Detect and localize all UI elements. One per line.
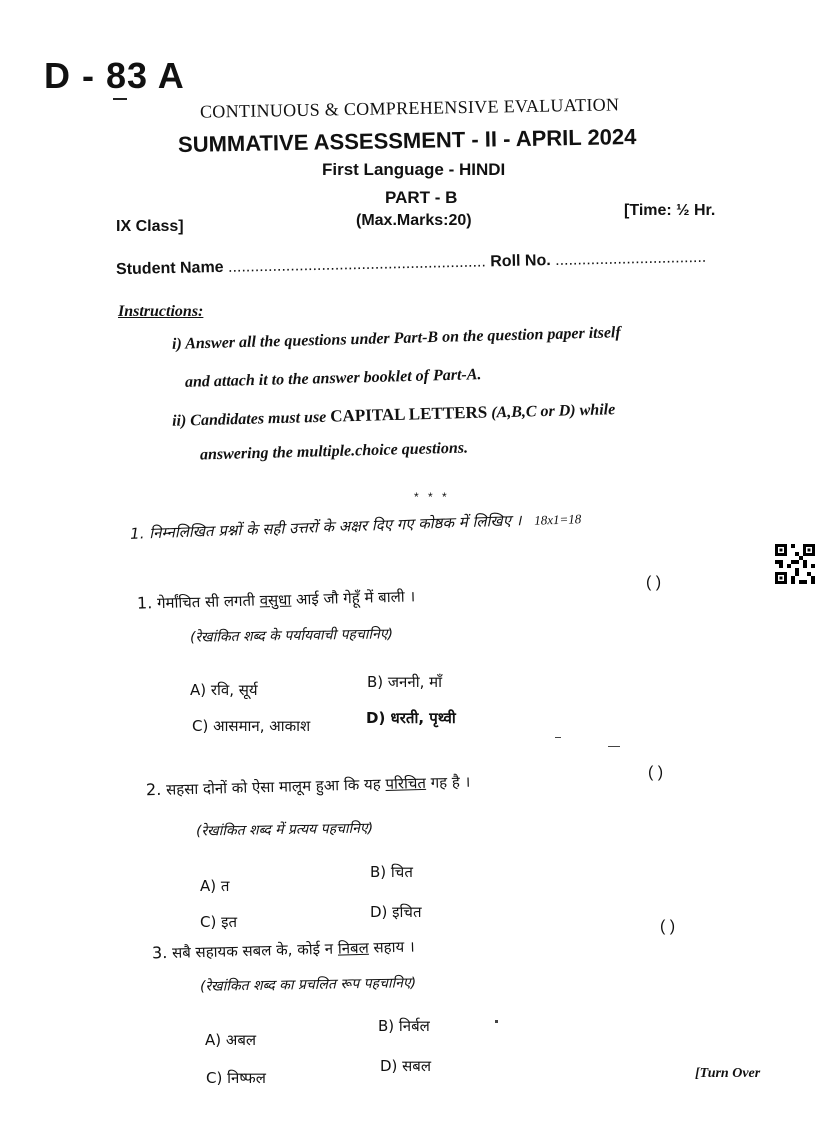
underlined-word: वसुधा — [259, 590, 292, 610]
student-name-label: Student Name — [115, 258, 224, 279]
option-c: C) निष्फल — [206, 1069, 266, 1087]
subject-line: First Language - HINDI — [322, 160, 506, 179]
question-text-post: सहाय । — [368, 937, 415, 957]
option-c: C) आसमान, आकाश — [192, 717, 311, 735]
instruction-line-3-post: (A,B,C or D) while — [486, 401, 616, 422]
answer-bracket-2[interactable]: ( ) — [648, 764, 664, 781]
question-text-post: गह है । — [425, 772, 471, 792]
student-name-field[interactable]: .......................................................... — [227, 253, 487, 276]
question-text-pre: गेर्मांचित सी लगती — [156, 591, 260, 613]
question-text-pre: सहसा दोनों को ऐसा मालूम हुआ कि यह — [165, 774, 386, 799]
option-a: A) अबल — [205, 1031, 257, 1049]
section-text: निम्नलिखित प्रश्नों के सही उत्तरों के अक्षर दिए गए कोष्ठक में लिखिए । — [148, 511, 522, 543]
instruction-line-3-pre: ii) Candidates must use — [171, 408, 331, 430]
option-a: A) त — [200, 877, 230, 895]
option-a: A) रवि, सूर्य — [190, 681, 258, 699]
instruction-line-4: answering the multiple.choice questions. — [199, 439, 469, 464]
underlined-word: निबल — [337, 938, 370, 958]
section-instruction — [130, 508, 582, 544]
answer-bracket-1[interactable]: ( ) — [646, 574, 662, 591]
underlined-word: परिचित — [385, 773, 427, 793]
code-underline-mark — [113, 98, 127, 100]
stray-mark — [495, 1020, 498, 1023]
board-line: CONTINUOUS & COMPREHENSIVE EVALUATION — [199, 94, 620, 122]
section-marks: 18x1=18 — [533, 511, 582, 528]
question-2-hint: (रेखांकित शब्द में प्रत्यय पहचानिए) — [195, 820, 374, 840]
student-info-line — [116, 249, 707, 279]
option-d: D) सबल — [380, 1057, 432, 1075]
turn-over-label: [Turn Over — [695, 1066, 761, 1081]
option-b: B) चित — [370, 863, 413, 881]
max-marks: (Max.Marks:20) — [356, 212, 472, 229]
separator-stars: * * * — [414, 490, 450, 504]
stray-mark — [555, 737, 561, 738]
section-number: 1. — [129, 524, 145, 543]
instructions-heading: Instructions: — [118, 303, 204, 320]
instruction-line-3 — [172, 399, 616, 431]
option-b: B) जननी, माँ — [367, 673, 442, 691]
capital-letters-emphasis: CAPITAL LETTERS — [330, 402, 488, 426]
question-1-hint: (रेखांकित शब्द के पर्यायवाची पहचानिए) — [189, 626, 394, 646]
question-2 — [146, 772, 471, 800]
question-number: 2. — [145, 779, 162, 800]
option-b: B) निर्बल — [378, 1017, 430, 1035]
question-number: 3. — [151, 943, 168, 963]
time-label: [Time: ½ Hr. — [624, 202, 716, 219]
option-d: D) इचित — [370, 903, 422, 921]
instruction-line-1: i) Answer all the questions under Part-B on the question paper itself — [171, 324, 621, 353]
instruction-line-2: and attach it to the answer booklet of Part-A. — [184, 366, 482, 391]
stray-mark — [608, 746, 620, 747]
question-number: 1. — [136, 593, 153, 613]
question-text-pre: सबै सहायक सबल के, कोई न — [171, 939, 339, 962]
option-d: D) धरती, पृथ्वी — [366, 709, 456, 727]
roll-no-field[interactable]: .................................. — [554, 248, 707, 269]
question-3-hint: (रेखांकित शब्द का प्रचलित रूप पहचानिए) — [199, 975, 417, 995]
question-1 — [137, 586, 416, 613]
option-c: C) इत — [200, 913, 238, 931]
question-text-post: आई जौ गेहूँ में बाली । — [291, 587, 416, 609]
answer-bracket-3[interactable]: ( ) — [660, 918, 676, 935]
question-3 — [152, 937, 415, 964]
class-label: IX Class] — [116, 218, 184, 235]
part-label: PART - B — [385, 188, 458, 207]
qr-code-icon — [775, 544, 815, 584]
exam-title: SUMMATIVE ASSESSMENT - II - APRIL 2024 — [177, 124, 637, 157]
roll-no-label: Roll No. — [490, 252, 551, 271]
paper-code: D - 83 A — [44, 55, 185, 96]
